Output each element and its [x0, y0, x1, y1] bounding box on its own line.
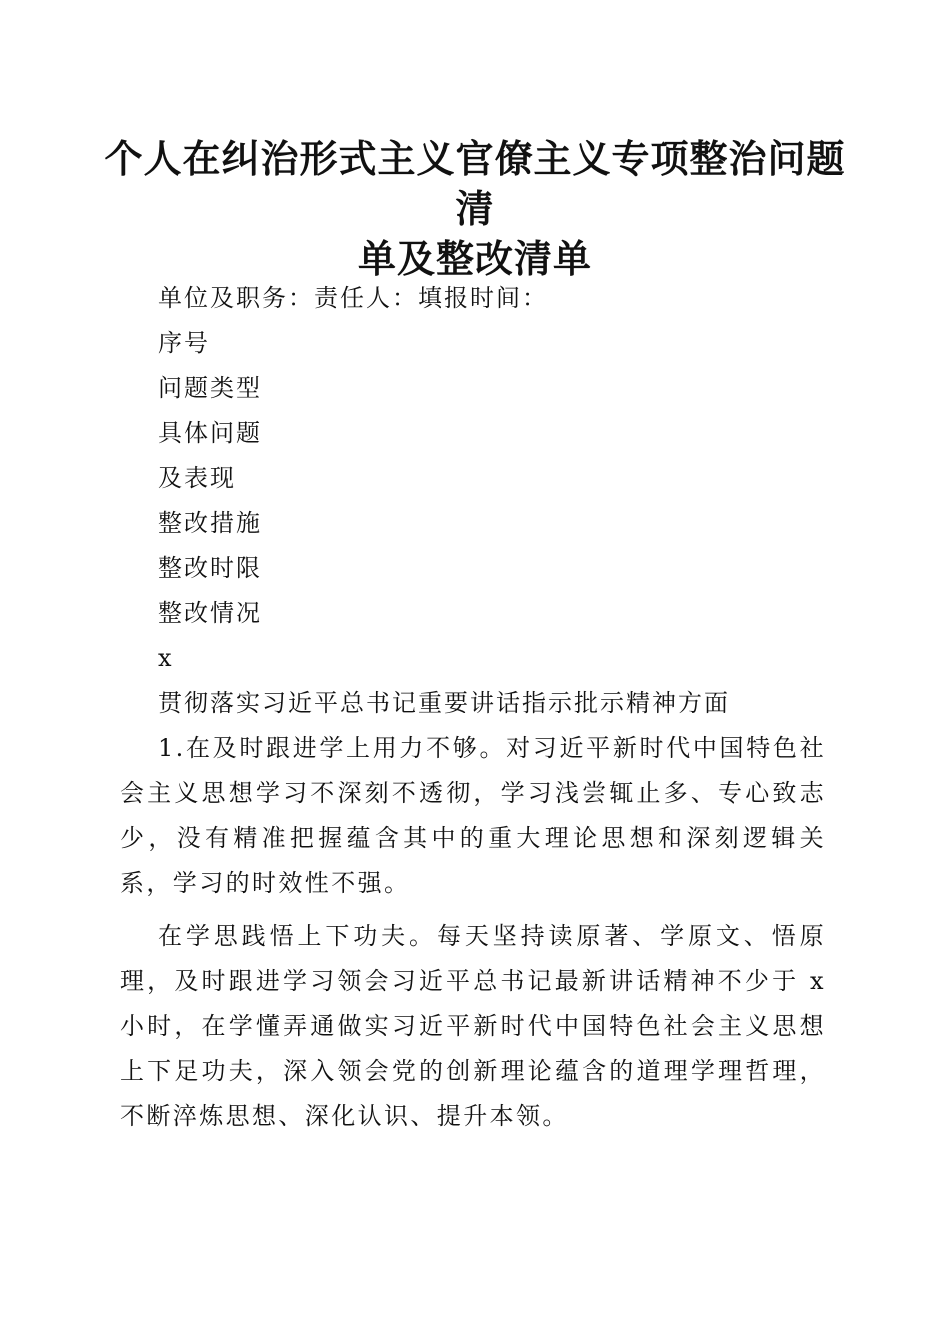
title-line-2: 单及整改清单	[357, 236, 592, 281]
table-header-deadline: 整改时限	[158, 554, 262, 582]
table-header-serial: 序号	[158, 329, 210, 357]
table-header-problem-type: 问题类型	[158, 374, 262, 402]
problem-category: 贯彻落实习近平总书记重要讲话指示批示精神方面	[158, 689, 730, 717]
title-line-1: 个人在纠治形式主义官僚主义专项整治问题清	[104, 136, 846, 231]
table-header-status: 整改情况	[158, 599, 262, 627]
table-header-specific-problem: 具体问题	[158, 419, 262, 447]
header-fields: 单位及职务：责任人：填报时间：	[158, 284, 548, 312]
table-header-manifestation: 及表现	[158, 464, 236, 492]
measure-paragraph: 在学思践悟上下功夫。每天坚持读原著、学原文、悟原理，及时跟进学习领会习近平总书记最新讲话精神不少于 x 小时，在学懂弄通做实习近平新时代中国特色社会主义思想上下足功夫，深入领会党的创新理论蕴含的道理学理哲理，不断淬炼思想、深化认识、提升本领。	[120, 922, 826, 1130]
table-header-measures: 整改措施	[158, 509, 262, 537]
document-body	[120, 276, 826, 1139]
row-number: x	[158, 644, 174, 672]
document-title	[100, 134, 850, 284]
problem-paragraph: 1.在及时跟进学上用力不够。对习近平新时代中国特色社会主义思想学习不深刻不透彻，学习浅尝辄止多、专心致志少，没有精准把握蕴含其中的重大理论思想和深刻逻辑关系，学习的时效性不强。	[120, 734, 826, 897]
